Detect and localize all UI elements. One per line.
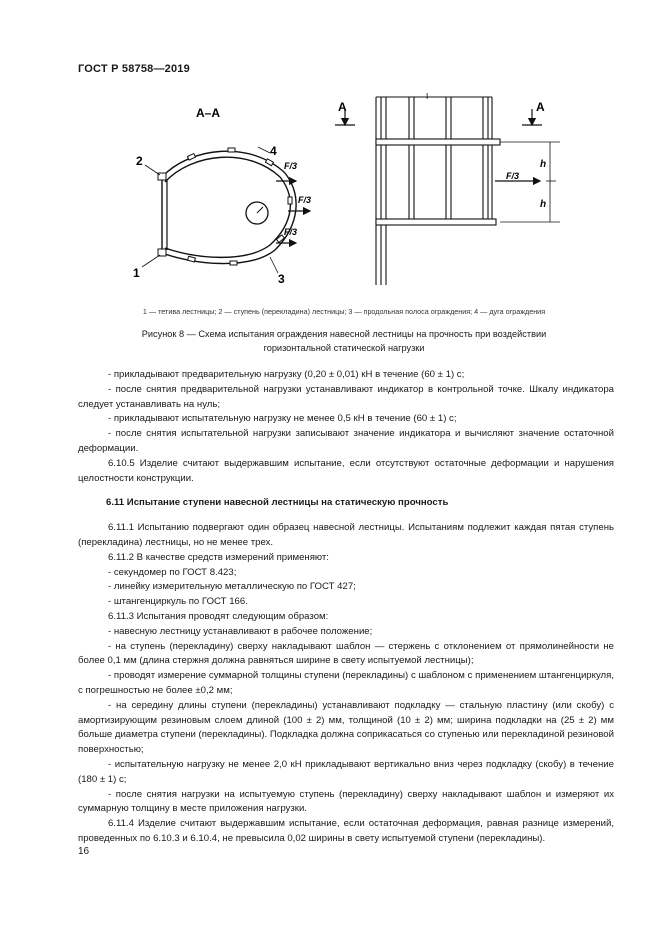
force-label-2: F/3 — [298, 195, 312, 205]
paragraph: - после снятия предварительной нагрузки устанавливают индикатор в контрольной точке. Шкалу индикатора следует устанавливать на нуль; — [78, 383, 614, 410]
figure-caption — [84, 328, 604, 355]
paragraph: 6.10.5 Изделие считают выдержавшим испытание, если отсутствуют остаточные деформации и нарушения целостности конструкции. — [78, 457, 614, 484]
paragraph: - линейку измерительную металлическую по ГОСТ 427; — [108, 581, 356, 593]
callout-1: 1 — [133, 266, 140, 280]
paragraph: 6.11.2 В качестве средств измерений применяют: — [108, 551, 329, 563]
paragraph: - навесную лестницу устанавливают в рабочее положение; — [108, 625, 373, 637]
paragraph: - на ступень (перекладину) сверху накладывают шаблон — стержень с отклонением от прямолинейности не более 0,1 мм (длина стержня должна равняться ширине в свету испытуемой лестницы); — [78, 640, 614, 667]
caption-line-2: горизонтальной статической нагрузки — [263, 342, 425, 353]
force-label-3: F/3 — [284, 227, 298, 237]
section-label-a-a: А–А — [195, 106, 221, 120]
body-text — [78, 368, 614, 847]
paragraph: 6.11.4 Изделие считают выдержавшим испытание, если остаточная деформация, равная разнице измерений, проведенных по 6.10.3 и 6.10.4, не превысила 0,02 ширины в свету испытуемой ступени (перекладины). — [78, 818, 614, 844]
ladder-elevation — [376, 97, 500, 285]
callout-4: 4 — [270, 144, 277, 158]
paragraph: - прикладывают испытательную нагрузку не менее 0,5 кН в течение (60 ± 1) с; — [108, 413, 457, 425]
force-label-right: F/3 — [506, 171, 520, 181]
section-mark-right: А — [536, 100, 545, 114]
dimension-lines — [500, 142, 560, 222]
paragraph: - проводят измерение суммарной толщины ступени (перекладины) с шаблоном с применением штангенциркуля, с погрешностью не более ±0,2 мм; — [78, 670, 614, 696]
paragraph: - штангенциркуль по ГОСТ 166. — [108, 596, 248, 608]
stile-end-bottom — [158, 249, 166, 256]
dimension-h-upper: h — [540, 159, 547, 170]
paragraph: - секундомер по ГОСТ 8.423; — [108, 566, 237, 578]
page-number: 16 — [78, 846, 90, 857]
callout-2: 2 — [136, 154, 143, 168]
paragraph: - прикладывают предварительную нагрузку (0,20 ± 0,01) кН в течение (60 ± 1) с; — [108, 369, 465, 380]
dimension-h-lower: h — [540, 199, 547, 210]
callout-3: 3 — [278, 272, 285, 286]
caption-line-1: Рисунок 8 — Схема испытания ограждения навесной лестницы на прочность при воздействии — [141, 329, 547, 339]
paragraph: 6.11.1 Испытанию подвергают один образец навесной лестницы. Испытаниям подлежит каждая пятая ступень (перекладина) лестницы, но не менее трех. — [78, 522, 614, 548]
figure-8-diagram — [70, 85, 610, 300]
section-mark-left: А — [338, 100, 347, 114]
paragraph: - после снятия испытательной нагрузки записывают значение индикатора и вычисляют значение остаточной деформации. — [78, 428, 614, 454]
figure-legend: 1 — тетива лестницы; 2 — ступень (перекладина) лестницы; 3 — продольная полоса ограждения; 4 — дуга ограждения — [142, 307, 546, 316]
paragraph: 6.11.3 Испытания проводят следующим образом: — [108, 610, 329, 622]
section-heading: 6.11 Испытание ступени навесной лестницы на статическую прочность — [106, 497, 449, 509]
force-label-1: F/3 — [284, 161, 298, 171]
top-mark: I — [426, 92, 429, 101]
paragraph: - на середину длины ступени (перекладины) устанавливают подкладку — стальную пластину (или скобу) с амортизирующим резиновым слоем длиной (100 ± 2) мм, толщиной (10 ± 2) мм; ширина подкладки на (25 ± 2) мм больше диаметра ступени (перекладины). Подкладка должна соприкасаться со ступенью или перекладиной резиновой поверхностью; — [78, 699, 614, 756]
guard-arc-outline — [162, 151, 296, 263]
paragraph: - испытательную нагрузку не менее 2,0 кН прикладывают вертикально вниз через подкладку (скобу) в течение (180 ± 1) с; — [78, 758, 614, 785]
paragraph: - после снятия нагрузки на испытуемую ступень (перекладину) сверху накладывают шаблон и измеряют их суммарную толщину в месте приложения нагрузки. — [78, 788, 614, 815]
document-header: ГОСТ Р 58758—2019 — [78, 63, 190, 75]
